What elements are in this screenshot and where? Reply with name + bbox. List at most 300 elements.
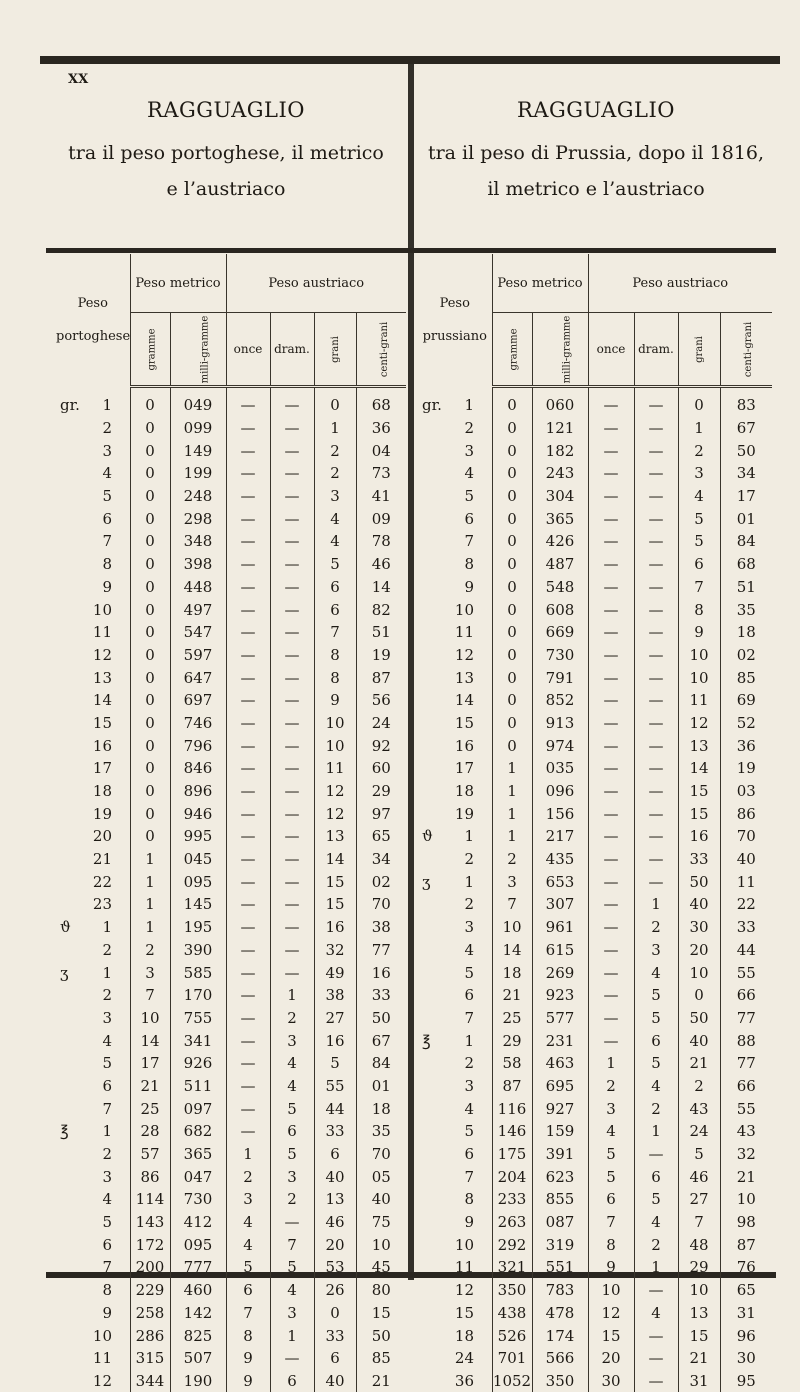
centigrani-cell: 21: [720, 1165, 772, 1188]
unit-quantity: 8: [82, 553, 112, 575]
once-cell: —: [226, 598, 270, 621]
grani-cell: 26: [314, 1279, 356, 1302]
milligramme-cell: 390: [170, 939, 226, 962]
dram-cell: 7: [270, 1233, 314, 1256]
milligramme-cell: 159: [532, 1120, 588, 1143]
once-cell: —: [588, 939, 634, 962]
gramme-cell: 0: [492, 689, 532, 712]
unit-quantity: 7: [82, 1256, 112, 1278]
unit-symbol: ʒ: [60, 962, 82, 984]
table-row: [418, 1052, 772, 1075]
dram-cell: 6: [634, 1165, 678, 1188]
milligramme-cell: 697: [170, 689, 226, 712]
dram-cell: 4: [634, 1075, 678, 1098]
gramme-cell: 0: [130, 462, 170, 485]
weight-unit-cell: [56, 507, 130, 530]
grani-cell: 53: [314, 1256, 356, 1279]
sub-header-once: once: [226, 313, 270, 387]
weight-unit-cell: [418, 553, 492, 576]
milligramme-cell: 623: [532, 1165, 588, 1188]
weight-unit-cell: [418, 1324, 492, 1347]
gramme-cell: 0: [130, 417, 170, 440]
once-cell: —: [588, 598, 634, 621]
table-row: [418, 734, 772, 757]
once-cell: —: [226, 893, 270, 916]
grani-cell: 49: [314, 961, 356, 984]
gramme-cell: 229: [130, 1279, 170, 1302]
unit-quantity: 6: [444, 1143, 474, 1165]
grani-cell: 10: [678, 1279, 720, 1302]
unit-quantity: 21: [82, 848, 112, 870]
gramme-cell: 0: [492, 666, 532, 689]
weight-unit-cell: [56, 1097, 130, 1120]
page-sheet: [46, 64, 776, 1280]
milligramme-cell: 398: [170, 553, 226, 576]
table-row: [418, 1302, 772, 1325]
unit-quantity: 11: [82, 621, 112, 643]
weight-unit-cell: [56, 387, 130, 417]
grani-cell: 5: [314, 553, 356, 576]
milligramme-cell: 156: [532, 802, 588, 825]
grani-cell: 40: [678, 1029, 720, 1052]
milligramme-cell: 174: [532, 1324, 588, 1347]
dram-cell: 2: [634, 916, 678, 939]
dram-cell: —: [634, 439, 678, 462]
grani-cell: 10: [314, 712, 356, 735]
table-row: [56, 1279, 406, 1302]
table-row: [56, 1211, 406, 1234]
dram-cell: —: [634, 417, 678, 440]
unit-quantity: 3: [82, 1007, 112, 1029]
unit-quantity: 8: [82, 1279, 112, 1301]
centigrani-cell: 17: [720, 485, 772, 508]
gramme-cell: 438: [492, 1302, 532, 1325]
milligramme-cell: 045: [170, 848, 226, 871]
col-peso-label: Peso: [418, 296, 492, 311]
centigrani-cell: 66: [720, 1075, 772, 1098]
gramme-cell: 315: [130, 1347, 170, 1370]
weight-unit-cell: [418, 387, 492, 417]
once-cell: —: [226, 984, 270, 1007]
grani-cell: 38: [314, 984, 356, 1007]
col-peso-sub-label: portoghese: [56, 329, 130, 344]
milligramme-cell: 796: [170, 734, 226, 757]
milligramme-cell: 145: [170, 893, 226, 916]
table-row: [418, 1007, 772, 1030]
gramme-cell: 1: [492, 780, 532, 803]
table-row: [56, 802, 406, 825]
table-row: [56, 961, 406, 984]
weight-unit-cell: [56, 621, 130, 644]
dram-cell: —: [634, 644, 678, 667]
gramme-cell: 233: [492, 1188, 532, 1211]
once-cell: —: [588, 984, 634, 1007]
left-subtitle-2: e l’austriaco: [46, 178, 406, 200]
centigrani-cell: 55: [720, 1097, 772, 1120]
grani-cell: 7: [678, 576, 720, 599]
centigrani-cell: 50: [356, 1324, 406, 1347]
centigrani-cell: 45: [356, 1256, 406, 1279]
grani-cell: 4: [678, 485, 720, 508]
dram-cell: —: [270, 666, 314, 689]
table-row: [56, 439, 406, 462]
centigrani-cell: 09: [356, 507, 406, 530]
milligramme-cell: 269: [532, 961, 588, 984]
once-cell: 2: [226, 1165, 270, 1188]
once-cell: —: [588, 870, 634, 893]
grani-cell: 12: [314, 802, 356, 825]
table-row: [418, 1233, 772, 1256]
gramme-cell: 0: [492, 734, 532, 757]
grani-cell: 7: [314, 621, 356, 644]
milligramme-cell: 365: [170, 1143, 226, 1166]
gramme-cell: 0: [492, 439, 532, 462]
dram-cell: —: [634, 689, 678, 712]
left-title: RAGGUAGLIO: [46, 98, 406, 122]
once-cell: —: [588, 530, 634, 553]
dram-cell: —: [634, 712, 678, 735]
grani-cell: 46: [678, 1165, 720, 1188]
centigrani-cell: 02: [720, 644, 772, 667]
gramme-cell: 1: [130, 870, 170, 893]
once-cell: 9: [226, 1347, 270, 1370]
dram-cell: —: [270, 802, 314, 825]
centigrani-cell: 35: [720, 598, 772, 621]
gramme-cell: 0: [130, 757, 170, 780]
weight-unit-cell: [418, 1165, 492, 1188]
milligramme-cell: 095: [170, 1233, 226, 1256]
grani-cell: 40: [678, 893, 720, 916]
unit-quantity: 20: [82, 825, 112, 847]
once-cell: —: [588, 848, 634, 871]
dram-cell: —: [634, 734, 678, 757]
grani-cell: 21: [678, 1347, 720, 1370]
centigrani-cell: 98: [720, 1211, 772, 1234]
centigrani-cell: 41: [356, 485, 406, 508]
milligramme-cell: 497: [170, 598, 226, 621]
milligramme-cell: 730: [170, 1188, 226, 1211]
portuguese-weight-table: [56, 254, 406, 1392]
dram-cell: —: [270, 848, 314, 871]
weight-unit-cell: [56, 984, 130, 1007]
milligramme-cell: 746: [170, 712, 226, 735]
dram-cell: 2: [270, 1188, 314, 1211]
grani-cell: 55: [314, 1075, 356, 1098]
grani-cell: 7: [678, 1211, 720, 1234]
milligramme-cell: 615: [532, 939, 588, 962]
weight-unit-cell: [56, 939, 130, 962]
once-cell: —: [588, 666, 634, 689]
centigrani-cell: 85: [356, 1347, 406, 1370]
milligramme-cell: 946: [170, 802, 226, 825]
weight-unit-cell: [56, 802, 130, 825]
table-row: [56, 1052, 406, 1075]
milligramme-cell: 341: [170, 1029, 226, 1052]
weight-unit-cell: [418, 1302, 492, 1325]
centigrani-cell: 36: [356, 417, 406, 440]
prussian-weight-table: [418, 254, 772, 1392]
dram-cell: —: [270, 417, 314, 440]
dram-cell: 5: [270, 1256, 314, 1279]
grani-cell: 15: [314, 893, 356, 916]
weight-unit-cell: [56, 780, 130, 803]
weight-unit-cell: [418, 734, 492, 757]
dram-cell: 5: [270, 1097, 314, 1120]
milligramme-cell: 608: [532, 598, 588, 621]
grani-cell: 6: [314, 576, 356, 599]
once-cell: —: [588, 825, 634, 848]
table-row: [56, 1143, 406, 1166]
unit-quantity: 2: [444, 848, 474, 870]
once-cell: 3: [588, 1097, 634, 1120]
weight-unit-cell: [56, 1233, 130, 1256]
grani-cell: 5: [678, 1143, 720, 1166]
sub-header-centigrani: centi-grani: [356, 313, 406, 387]
table-row: [56, 666, 406, 689]
once-cell: —: [588, 387, 634, 417]
unit-quantity: 11: [444, 1256, 474, 1278]
gramme-cell: 0: [130, 644, 170, 667]
table-row: [418, 462, 772, 485]
once-cell: —: [226, 621, 270, 644]
grani-cell: 8: [678, 598, 720, 621]
unit-quantity: 12: [82, 1370, 112, 1392]
centigrani-cell: 22: [720, 893, 772, 916]
dram-cell: 5: [634, 1188, 678, 1211]
weight-unit-cell: [56, 1302, 130, 1325]
centigrani-cell: 10: [356, 1233, 406, 1256]
once-cell: —: [588, 780, 634, 803]
table-row: [418, 916, 772, 939]
grani-cell: 12: [678, 712, 720, 735]
centigrani-cell: 16: [356, 961, 406, 984]
unit-quantity: 6: [82, 508, 112, 530]
table-row: [418, 553, 772, 576]
milligramme-cell: 170: [170, 984, 226, 1007]
weight-unit-cell: [56, 1029, 130, 1052]
centigrani-cell: 96: [720, 1324, 772, 1347]
once-cell: 30: [588, 1370, 634, 1392]
centigrani-cell: 70: [356, 1143, 406, 1166]
milligramme-cell: 548: [532, 576, 588, 599]
dram-cell: —: [634, 1324, 678, 1347]
unit-quantity: 5: [444, 962, 474, 984]
once-cell: 5: [226, 1256, 270, 1279]
dram-cell: —: [634, 507, 678, 530]
table-row: [56, 939, 406, 962]
centigrani-cell: 52: [720, 712, 772, 735]
centigrani-cell: 29: [356, 780, 406, 803]
centigrani-cell: 50: [720, 439, 772, 462]
top-border-rule: [40, 56, 780, 64]
dram-cell: —: [270, 485, 314, 508]
table-row: [56, 1347, 406, 1370]
once-cell: 1: [226, 1143, 270, 1166]
weight-unit-cell: [56, 462, 130, 485]
table-row: [418, 689, 772, 712]
milligramme-cell: 487: [532, 553, 588, 576]
centigrani-cell: 60: [356, 757, 406, 780]
sub-header-grani: grani: [314, 313, 356, 387]
once-cell: —: [588, 802, 634, 825]
once-cell: 20: [588, 1347, 634, 1370]
unit-quantity: 11: [82, 1347, 112, 1369]
gramme-cell: 1: [130, 916, 170, 939]
weight-unit-cell: [56, 439, 130, 462]
once-cell: —: [588, 644, 634, 667]
weight-unit-cell: [418, 802, 492, 825]
gramme-cell: 114: [130, 1188, 170, 1211]
dram-cell: 5: [634, 1007, 678, 1030]
weight-unit-cell: [418, 1370, 492, 1392]
gramme-cell: 58: [492, 1052, 532, 1075]
centigrani-cell: 78: [356, 530, 406, 553]
right-table-body: [418, 387, 772, 1392]
milligramme-cell: 307: [532, 893, 588, 916]
gramme-cell: 200: [130, 1256, 170, 1279]
weight-unit-cell: [418, 916, 492, 939]
gramme-cell: 1: [492, 825, 532, 848]
once-cell: —: [226, 848, 270, 871]
table-row: [56, 1233, 406, 1256]
unit-symbol: gr.: [60, 394, 82, 416]
table-row: [56, 644, 406, 667]
grani-cell: 50: [678, 870, 720, 893]
unit-quantity: 2: [82, 417, 112, 439]
table-row: [56, 485, 406, 508]
weight-unit-cell: [56, 916, 130, 939]
unit-quantity: 7: [82, 1098, 112, 1120]
centigrani-cell: 83: [720, 387, 772, 417]
milligramme-cell: 995: [170, 825, 226, 848]
dram-cell: 4: [634, 1211, 678, 1234]
dram-cell: —: [634, 1370, 678, 1392]
unit-quantity: 2: [82, 1143, 112, 1165]
dram-cell: —: [634, 802, 678, 825]
table-row: [56, 576, 406, 599]
unit-quantity: 3: [444, 440, 474, 462]
grani-cell: 0: [678, 387, 720, 417]
once-cell: 1: [588, 1052, 634, 1075]
col-metrico-header: Peso metrico: [492, 254, 588, 313]
table-row: [56, 1302, 406, 1325]
milligramme-cell: 304: [532, 485, 588, 508]
once-cell: —: [226, 1097, 270, 1120]
header-rule: [46, 248, 776, 253]
once-cell: —: [226, 870, 270, 893]
once-cell: —: [588, 439, 634, 462]
centigrani-cell: 51: [720, 576, 772, 599]
centigrani-cell: 77: [356, 939, 406, 962]
table-row: [418, 666, 772, 689]
gramme-cell: 0: [130, 734, 170, 757]
milligramme-cell: 566: [532, 1347, 588, 1370]
once-cell: —: [226, 1075, 270, 1098]
unit-symbol: ϑ: [60, 916, 82, 938]
grani-cell: 5: [314, 1052, 356, 1075]
col-peso-sub-label: prussiano: [418, 329, 492, 344]
dram-cell: —: [270, 939, 314, 962]
weight-unit-cell: [56, 825, 130, 848]
centigrani-cell: 68: [356, 387, 406, 417]
grani-cell: 12: [314, 780, 356, 803]
milligramme-cell: 783: [532, 1279, 588, 1302]
milligramme-cell: 217: [532, 825, 588, 848]
milligramme-cell: 095: [170, 870, 226, 893]
once-cell: —: [588, 689, 634, 712]
milligramme-cell: 669: [532, 621, 588, 644]
gramme-cell: 7: [492, 893, 532, 916]
milligramme-cell: 896: [170, 780, 226, 803]
table-row: [418, 1347, 772, 1370]
unit-quantity: 12: [444, 644, 474, 666]
once-cell: 15: [588, 1324, 634, 1347]
once-cell: —: [226, 507, 270, 530]
dram-cell: —: [270, 780, 314, 803]
weight-unit-cell: [418, 1233, 492, 1256]
weight-unit-cell: [56, 848, 130, 871]
centigrani-cell: 36: [720, 734, 772, 757]
unit-quantity: 3: [444, 916, 474, 938]
table-row: [56, 1165, 406, 1188]
dram-cell: 3: [270, 1302, 314, 1325]
gramme-cell: 0: [492, 598, 532, 621]
dram-cell: —: [270, 1347, 314, 1370]
table-row: [56, 780, 406, 803]
grani-cell: 5: [678, 530, 720, 553]
sub-header-once: once: [588, 313, 634, 387]
unit-quantity: 7: [444, 1007, 474, 1029]
milligramme-cell: 926: [170, 1052, 226, 1075]
dram-cell: 5: [634, 1052, 678, 1075]
table-row: [56, 1256, 406, 1279]
centigrani-cell: 77: [720, 1052, 772, 1075]
grani-cell: 44: [314, 1097, 356, 1120]
centigrani-cell: 34: [356, 848, 406, 871]
unit-quantity: 13: [444, 667, 474, 689]
once-cell: 12: [588, 1302, 634, 1325]
dram-cell: 6: [270, 1120, 314, 1143]
grani-cell: 15: [678, 1324, 720, 1347]
weight-unit-cell: [418, 1097, 492, 1120]
gramme-cell: 0: [130, 576, 170, 599]
unit-quantity: 4: [444, 462, 474, 484]
once-cell: —: [226, 553, 270, 576]
grani-cell: 2: [678, 439, 720, 462]
dram-cell: 6: [270, 1370, 314, 1392]
gramme-cell: 0: [130, 712, 170, 735]
grani-cell: 3: [314, 485, 356, 508]
milligramme-cell: 348: [170, 530, 226, 553]
gramme-cell: 321: [492, 1256, 532, 1279]
weight-unit-cell: [56, 576, 130, 599]
gramme-cell: 263: [492, 1211, 532, 1234]
gramme-cell: 57: [130, 1143, 170, 1166]
table-row: [418, 939, 772, 962]
dram-cell: 5: [634, 984, 678, 1007]
table-row: [418, 1256, 772, 1279]
grani-cell: 20: [314, 1233, 356, 1256]
dram-cell: —: [270, 689, 314, 712]
table-row: [418, 1029, 772, 1052]
centigrani-cell: 43: [720, 1120, 772, 1143]
dram-cell: —: [270, 1211, 314, 1234]
table-row: [56, 757, 406, 780]
dram-cell: —: [270, 439, 314, 462]
once-cell: —: [226, 576, 270, 599]
weight-unit-cell: [56, 1211, 130, 1234]
unit-quantity: 8: [444, 1188, 474, 1210]
